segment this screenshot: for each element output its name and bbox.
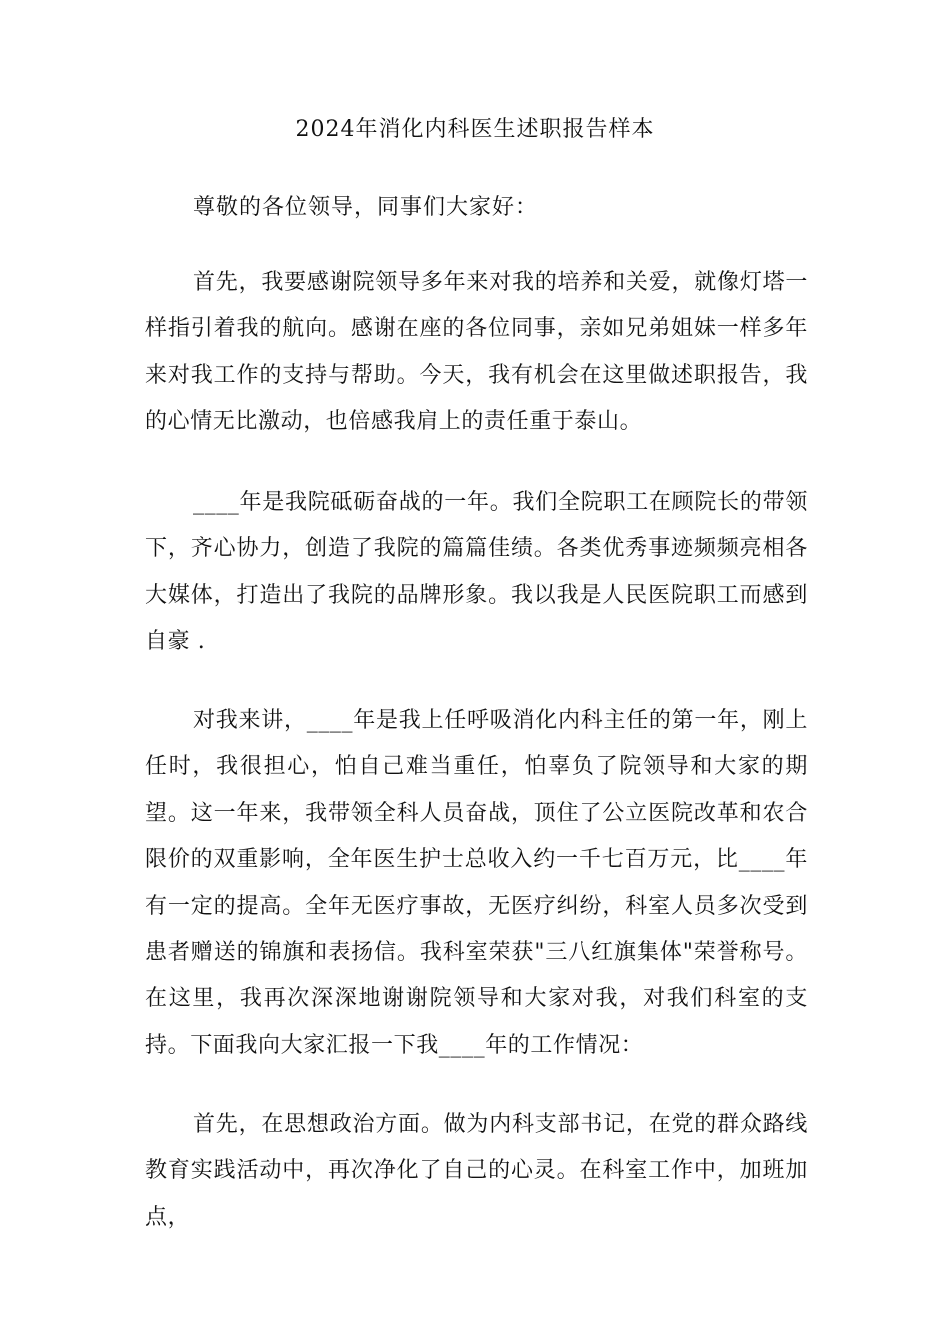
salutation: 尊敬的各位领导，同事们大家好： [193, 195, 539, 220]
paragraph-hospital-year: ____年是我院砥砺奋战的一年。我们全院职工在顾院长的带领下，齐心协力，创造了我院的篇篇佳绩。各类优秀事迹频频亮相各大媒体，打造出了我院的品牌形象。我以我是人民医院职工而感到自豪 . [145, 490, 808, 655]
paragraph-political-work: 首先，在思想政治方面。做为内科支部书记，在党的群众路线教育实践活动中，再次净化了自己的心灵。在科室工作中，加班加点， [145, 1112, 808, 1230]
paragraph-gratitude: 首先，我要感谢院领导多年来对我的培养和关爱，就像灯塔一样指引着我的航向。感谢在座的各位同事，亲如兄弟姐妹一样多年来对我工作的支持与帮助。今天，我有机会在这里做述职报告，我的心情无比激动，也倍感我肩上的责任重于泰山。 [145, 270, 808, 435]
paragraph-department-year: 对我来讲，____年是我上任呼吸消化内科主任的第一年，刚上任时，我很担心，怕自己难当重任，怕辜负了院领导和大家的期望。这一年来，我带领全科人员奋战，顶住了公立医院改革和农合限价的双重影响，全年医生护士总收入约一千七百万元，比____年有一定的提高。全年无医疗事故，无医疗纠纷，科室人员多次受到患者赠送的锦旗和表扬信。我科室荣获"三八红旗集体"荣誉称号。在这里，我再次深深地谢谢院领导和大家对我，对我们科室的支持。下面我向大家汇报一下我____年的工作情况： [145, 708, 808, 1058]
document-title: 2024年消化内科医生述职报告样本 [295, 117, 655, 142]
